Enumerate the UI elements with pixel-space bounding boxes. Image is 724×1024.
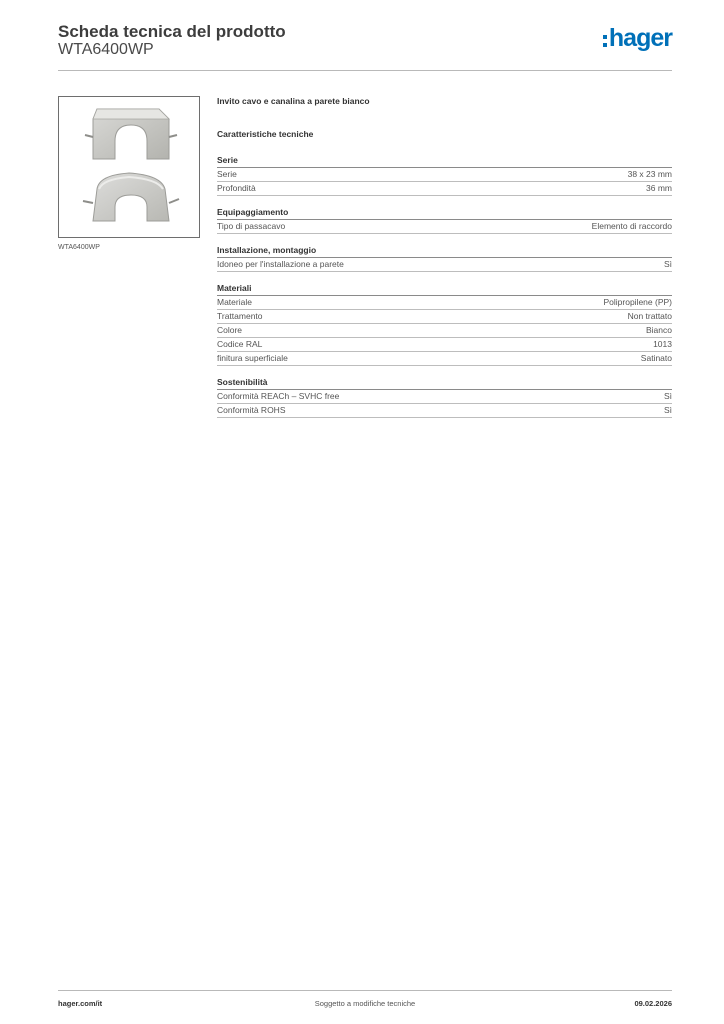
product-code: WTA6400WP <box>58 41 154 58</box>
spec-row <box>217 258 672 272</box>
footer-website: hager.com/it <box>58 999 103 1008</box>
spec-value: 36 mm <box>646 183 672 193</box>
spec-label: Profondità <box>217 183 256 193</box>
spec-row <box>217 390 672 404</box>
spec-value: 38 x 23 mm <box>627 169 672 179</box>
spec-group-title: Equipaggiamento <box>217 207 672 220</box>
spec-value: Polipropilene (PP) <box>603 297 672 307</box>
page-footer <box>58 990 672 1011</box>
cable-entry-illustration <box>59 97 199 237</box>
spec-row <box>217 296 672 310</box>
spec-group <box>217 207 672 234</box>
spec-row <box>217 338 672 352</box>
spec-group <box>217 155 672 196</box>
spec-label: Trattamento <box>217 311 263 321</box>
image-caption: WTA6400WP <box>58 244 100 251</box>
spec-label: finitura superficiale <box>217 353 288 363</box>
spec-row <box>217 310 672 324</box>
spec-value: Bianco <box>646 325 672 335</box>
spec-group-title: Sostenibilità <box>217 377 672 390</box>
spec-label: Serie <box>217 169 237 179</box>
spec-group-title: Serie <box>217 155 672 168</box>
spec-row <box>217 182 672 196</box>
section-title: Caratteristiche tecniche <box>217 129 314 139</box>
footer-date: 09.02.2026 <box>634 999 672 1008</box>
spec-label: Materiale <box>217 297 252 307</box>
spec-value: 1013 <box>653 339 672 349</box>
spec-value: Satinato <box>640 353 672 363</box>
spec-label: Codice RAL <box>217 339 263 349</box>
spec-row <box>217 220 672 234</box>
spec-value: Non trattato <box>627 311 672 321</box>
spec-label: Idoneo per l'installazione a parete <box>217 259 344 269</box>
spec-label: Conformità REACh – SVHC free <box>217 391 340 401</box>
spec-group-title: Installazione, montaggio <box>217 245 672 258</box>
product-image <box>58 96 200 238</box>
page-header <box>58 20 672 71</box>
spec-label: Tipo di passacavo <box>217 221 286 231</box>
spec-group <box>217 245 672 272</box>
spec-group <box>217 283 672 366</box>
spec-label: Colore <box>217 325 243 335</box>
spec-row <box>217 404 672 418</box>
spec-content <box>217 96 672 429</box>
spec-row <box>217 352 672 366</box>
logo-colon-icon <box>603 35 607 47</box>
product-description: Invito cavo e canalina a parete bianco <box>217 96 370 106</box>
spec-row <box>217 168 672 182</box>
spec-groups <box>217 155 672 418</box>
document-title: Scheda tecnica del prodotto <box>58 22 286 41</box>
spec-group-title: Materiali <box>217 283 672 296</box>
spec-label: Conformità ROHS <box>217 405 286 415</box>
spec-value: Sì <box>663 391 672 401</box>
spec-value: Sì <box>663 405 672 415</box>
footer-note: Soggetto a modifiche tecniche <box>314 999 416 1008</box>
logo-text: hager <box>608 24 672 52</box>
spec-row <box>217 324 672 338</box>
spec-value: Sì <box>663 259 672 269</box>
hager-logo <box>603 26 672 51</box>
spec-value: Elemento di raccordo <box>591 221 672 231</box>
spec-group <box>217 377 672 418</box>
